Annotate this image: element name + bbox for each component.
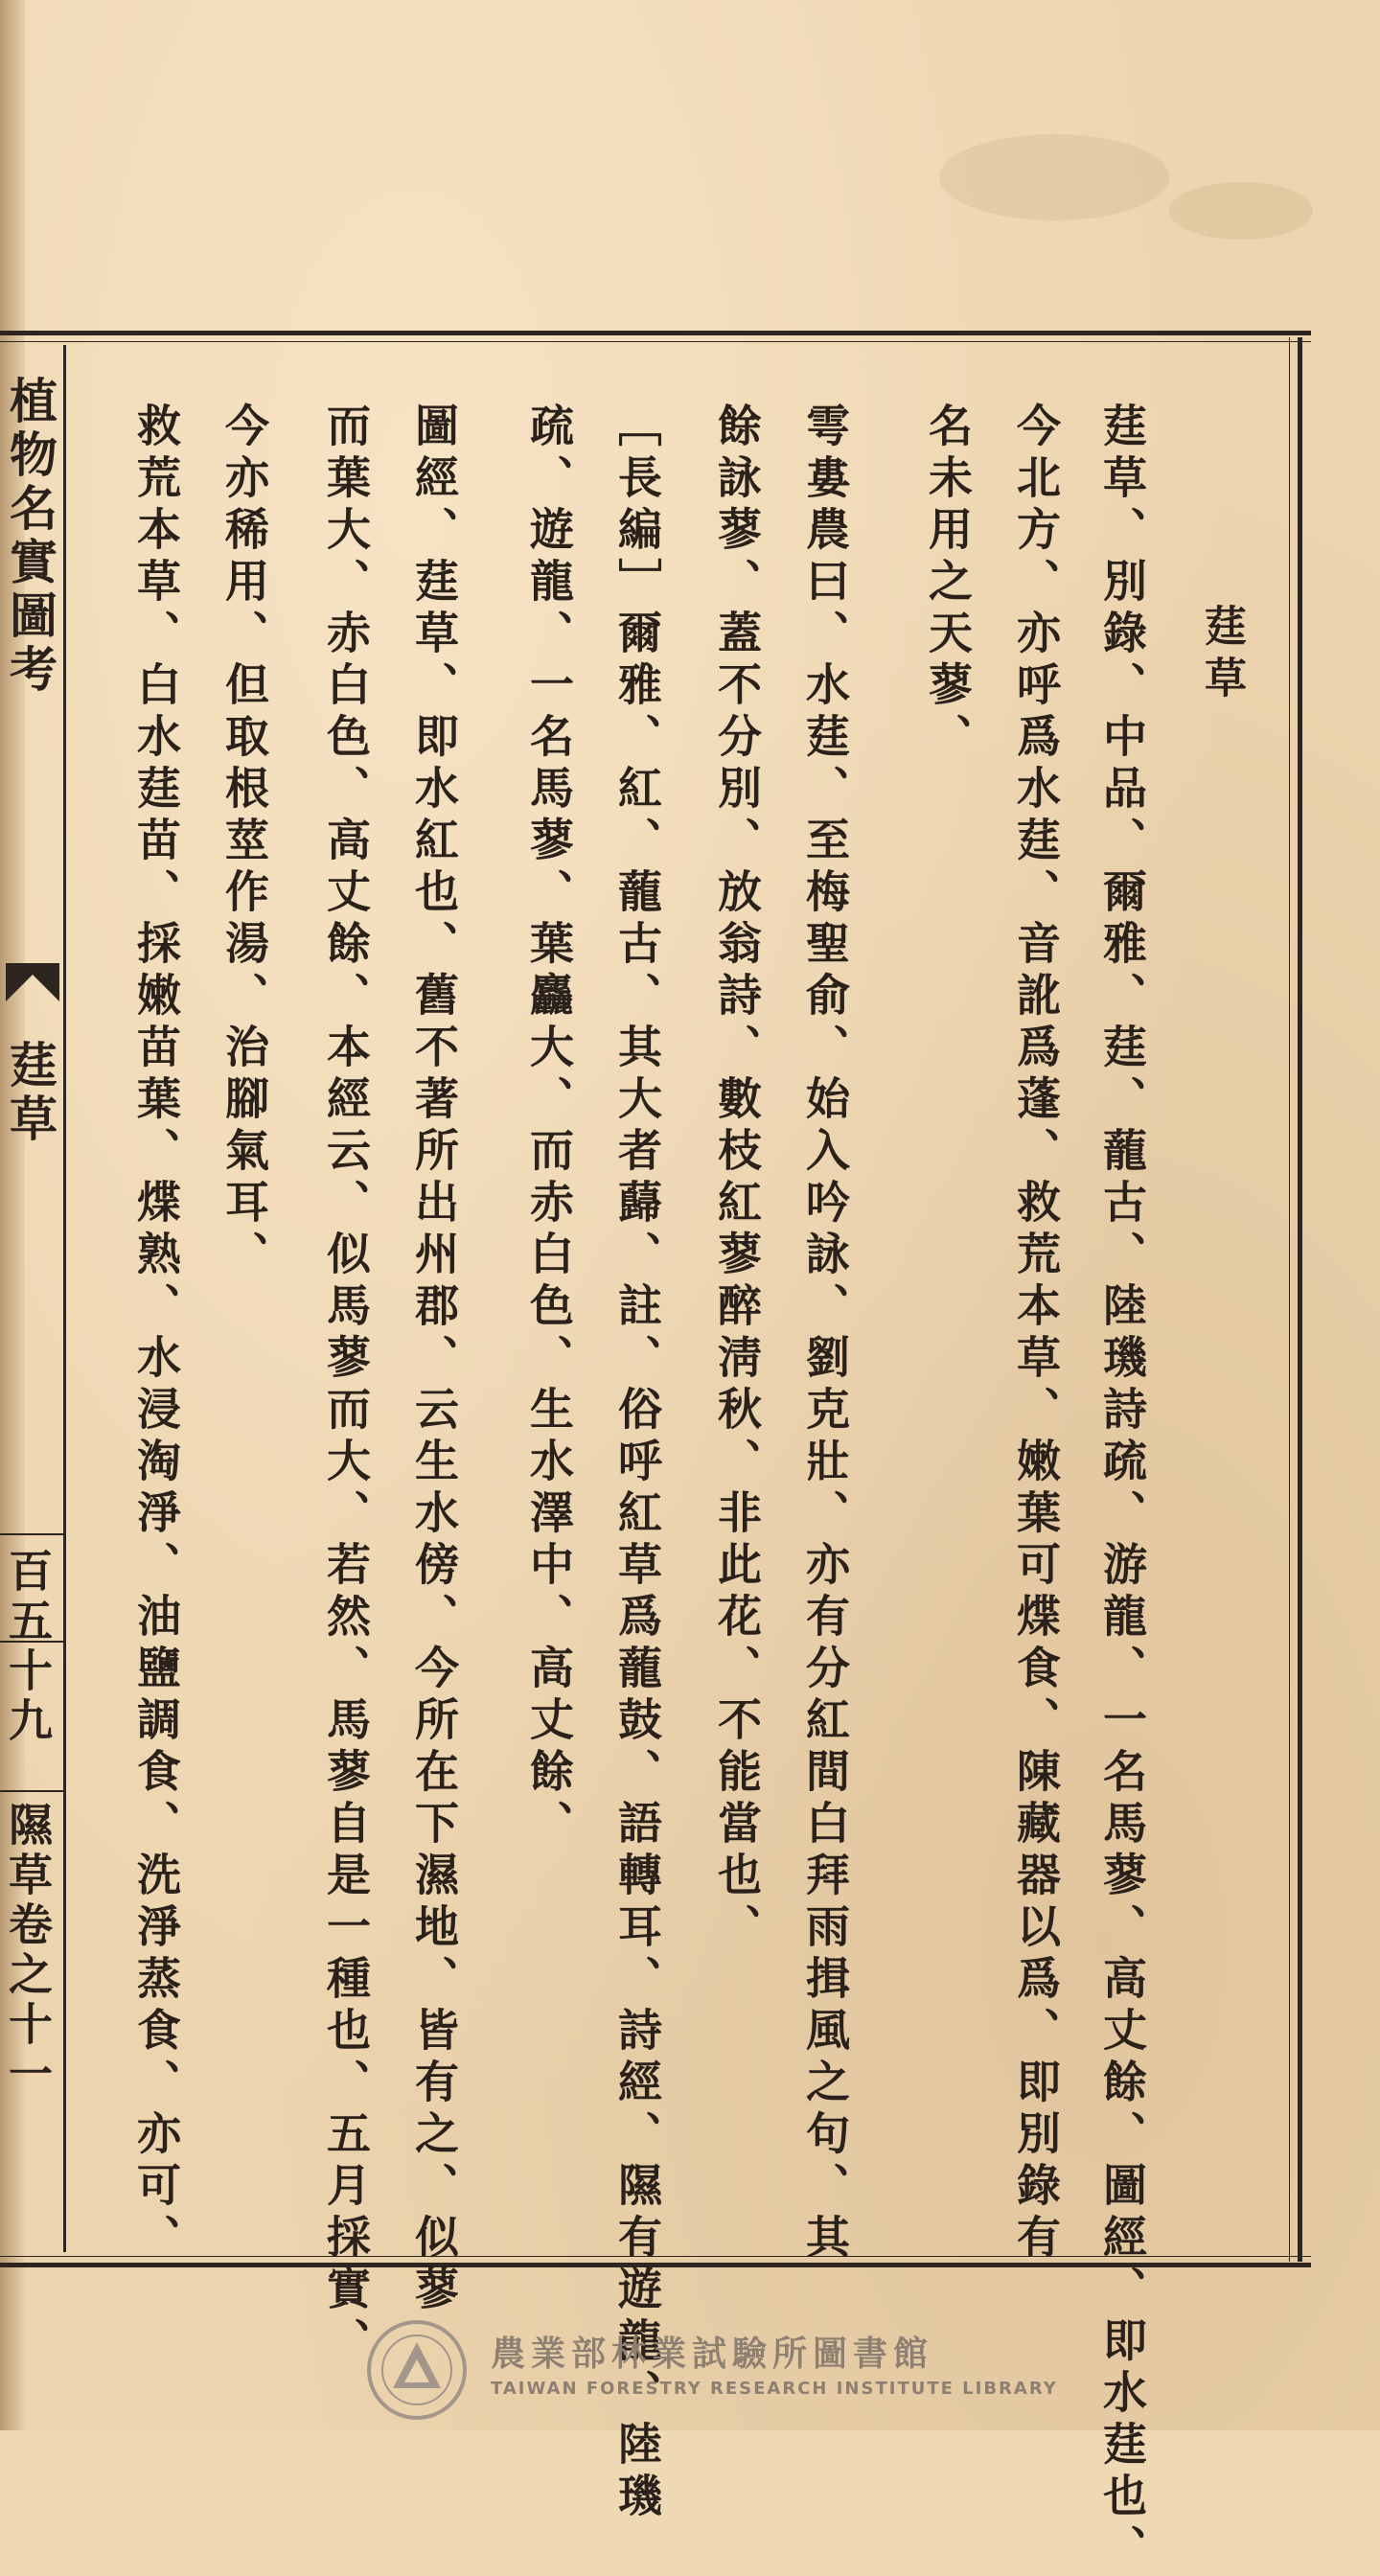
entry-title: 莛草 — [1197, 604, 1246, 707]
text-column-7: 疏、遊龍、一名馬蓼、葉麤大、而赤白色、生水澤中、高丈餘、 — [523, 402, 575, 1852]
margin-section-title: 莛草 — [2, 1040, 58, 1147]
text-column-6: ［長編］爾雅、紅、蘢古、其大者蘬、註、俗呼紅草爲蘢鼓、語轉耳、詩經、隰有遊龍、陸璣 — [611, 402, 663, 2524]
margin-rule — [0, 1790, 63, 1792]
text-column-11: 救荒本草、白水莛苗、採嫩苗葉、煠熟、水浸淘淨、油鹽調食、洗淨蒸食、亦可、 — [130, 402, 182, 2266]
frame-right-border — [1289, 337, 1302, 2262]
text-column-4: 雩婁農曰、水莛、至梅聖俞、始入吟詠、劉克壯、亦有分紅間白拜雨揖風之句、其 — [799, 402, 851, 2266]
text-column-1: 莛草、別錄、中品、爾雅、莛、蘢古、陸璣詩疏、游龍、一名馬蓼、高丈餘、圖經、即水莛也、 — [1096, 402, 1148, 2576]
library-name-chinese: 農業部林業試驗所圖書館 — [491, 2334, 934, 2374]
library-name-english: TAIWAN FORESTRY RESEARCH INSTITUTE LIBRARY — [491, 2379, 1058, 2399]
text-column-8: 圖經、莛草、即水紅也、舊不著所出州郡、云生水傍、今所在下濕地、皆有之、似蓼 — [408, 402, 460, 2317]
paper-stain — [939, 134, 1169, 220]
paper-stain — [1169, 182, 1313, 240]
margin-page-number: 百五十九 — [2, 1548, 54, 1747]
text-column-3: 名未用之天蓼、 — [922, 402, 974, 765]
margin-volume-label: 隰草卷之十一 — [2, 1802, 54, 2101]
frame-margin-divider — [63, 345, 66, 2252]
margin-book-title: 植物名實圖考 — [2, 376, 58, 698]
fishtail-mark-icon — [6, 963, 59, 1001]
frame-top-border — [0, 331, 1311, 342]
margin-rule — [0, 1533, 63, 1535]
text-column-2: 今北方、亦呼爲水莛、音訛爲蓬、救荒本草、嫩葉可煠食、陳藏器以爲、即別錄有 — [1010, 402, 1062, 2266]
text-column-10: 今亦稀用、但取根莖作湯、治腳氣耳、 — [218, 402, 270, 1282]
text-column-9: 而葉大、赤白色、高丈餘、本經云、似馬蓼而大、若然、馬蓼自是一種也、五月採實、 — [320, 402, 372, 2369]
text-column-5: 餘詠蓼、蓋不分別、放翁詩、數枝紅蓼醉淸秋、非此花、不能當也、 — [711, 402, 763, 1955]
library-seal-icon — [364, 2317, 470, 2423]
